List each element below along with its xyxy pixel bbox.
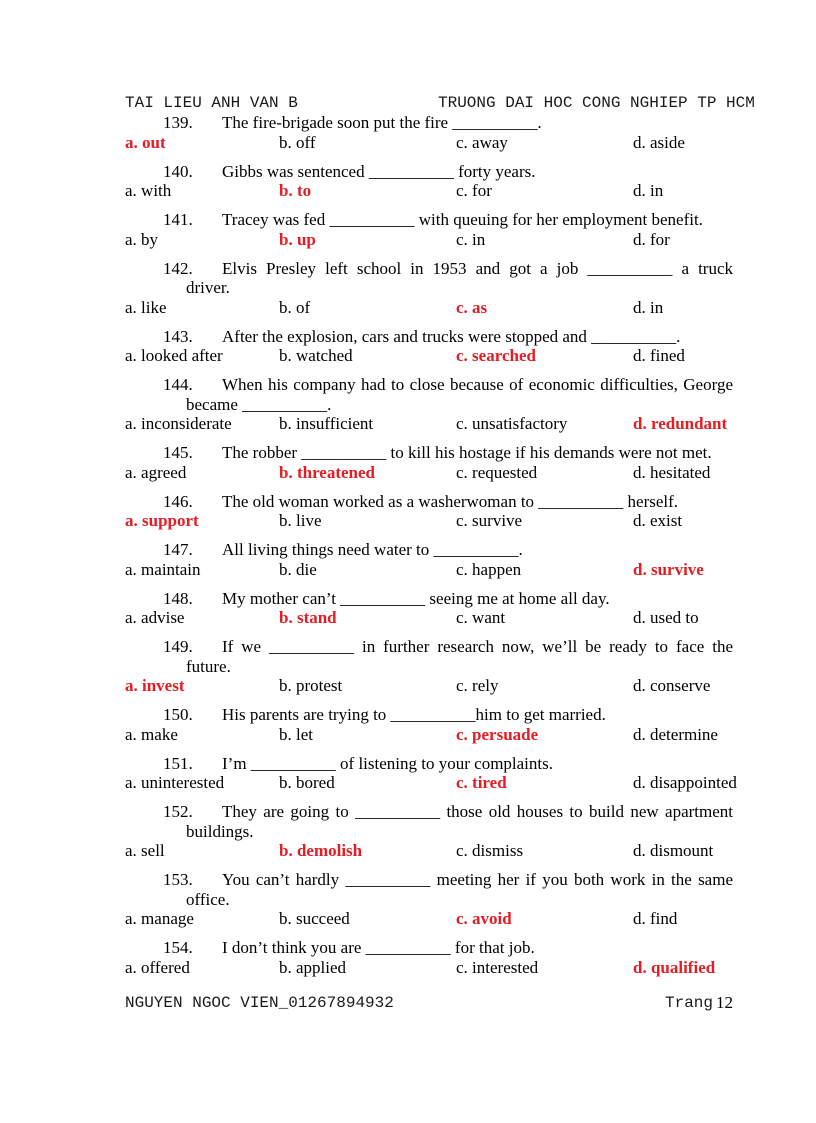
options-row xyxy=(0,511,816,531)
option-d: d. in xyxy=(633,297,664,317)
option-c: c. want xyxy=(456,608,506,628)
question-text: They are going to __________ those old houses to build new apartment xyxy=(222,802,733,822)
option-a: a. uninterested xyxy=(125,773,225,793)
options-row xyxy=(0,463,816,483)
option-c-correct-answer: c. tired xyxy=(456,773,507,793)
question-line xyxy=(0,637,816,657)
option-c-correct-answer: c. avoid xyxy=(456,909,512,929)
question-number: 144. xyxy=(163,375,193,395)
option-d: d. used to xyxy=(633,608,699,628)
page-header xyxy=(0,93,816,113)
option-a-correct-answer: a. invest xyxy=(125,676,185,696)
question-text: If we __________ in further research now, we’ll be ready to face the xyxy=(222,637,733,657)
option-c: c. rely xyxy=(456,676,499,696)
question-list xyxy=(0,113,816,987)
question-number: 152. xyxy=(163,802,193,822)
option-a: a. agreed xyxy=(125,462,187,482)
question-text-continued: future. xyxy=(186,656,231,676)
option-d-correct-answer: d. qualified xyxy=(633,957,716,977)
question-line xyxy=(0,259,816,279)
question-line xyxy=(0,705,816,725)
question-text: The robber __________ to kill his hostage if his demands were not met. xyxy=(222,443,712,463)
question-number: 148. xyxy=(163,588,193,608)
question-number: 140. xyxy=(163,161,193,181)
question-154 xyxy=(0,938,816,977)
option-d: d. exist xyxy=(633,511,683,531)
option-b: b. off xyxy=(279,132,316,152)
option-b: b. die xyxy=(279,559,317,579)
question-line xyxy=(0,540,816,560)
question-145 xyxy=(0,443,816,482)
question-number: 146. xyxy=(163,491,193,511)
question-text-continued: buildings. xyxy=(186,821,254,841)
question-line xyxy=(0,754,816,774)
option-b-correct-answer: b. stand xyxy=(279,608,337,628)
question-number: 139. xyxy=(163,113,193,133)
question-line xyxy=(0,113,816,133)
option-c: c. away xyxy=(456,132,508,152)
question-number: 153. xyxy=(163,870,193,890)
option-c-correct-answer: c. searched xyxy=(456,346,536,366)
question-text: My mother can’t __________ seeing me at home all day. xyxy=(222,588,610,608)
options-row xyxy=(0,181,816,201)
option-c: c. happen xyxy=(456,559,522,579)
options-row xyxy=(0,560,816,580)
option-c: c. dismiss xyxy=(456,841,524,861)
page-label: Trang xyxy=(665,994,714,1012)
question-text: I don’t think you are __________ for that job. xyxy=(222,938,535,958)
option-a: a. maintain xyxy=(125,559,201,579)
option-d: d. fined xyxy=(633,346,685,366)
option-a: a. offered xyxy=(125,957,190,977)
question-line xyxy=(0,210,816,230)
option-c: c. for xyxy=(456,181,492,201)
question-text-continued: driver. xyxy=(186,278,230,298)
option-d: d. determine xyxy=(633,724,718,744)
option-a: a. with xyxy=(125,181,172,201)
question-text: His parents are trying to __________him to get married. xyxy=(222,705,606,725)
question-151 xyxy=(0,754,816,793)
question-text: Tracey was fed __________ with queuing for her employment benefit. xyxy=(222,210,703,230)
option-d-correct-answer: d. redundant xyxy=(633,414,728,434)
option-a: a. by xyxy=(125,229,159,249)
options-row xyxy=(0,346,816,366)
question-142 xyxy=(0,259,816,318)
option-c-correct-answer: c. as xyxy=(456,297,488,317)
question-continuation-line xyxy=(0,822,816,842)
option-a-correct-answer: a. support xyxy=(125,511,199,531)
question-text: You can’t hardly __________ meeting her if you both work in the same xyxy=(222,870,733,890)
option-b: b. watched xyxy=(279,346,353,366)
question-number: 150. xyxy=(163,705,193,725)
option-a: a. looked after xyxy=(125,346,223,366)
option-d-correct-answer: d. survive xyxy=(633,559,704,579)
question-139 xyxy=(0,113,816,152)
option-b: b. insufficient xyxy=(279,414,374,434)
question-number: 149. xyxy=(163,637,193,657)
option-a: a. advise xyxy=(125,608,185,628)
option-a: a. sell xyxy=(125,841,165,861)
question-text: Elvis Presley left school in 1953 and got a job __________ a truck xyxy=(222,258,733,278)
option-a: a. make xyxy=(125,724,178,744)
option-c: c. in xyxy=(456,229,486,249)
question-line xyxy=(0,162,816,182)
question-144 xyxy=(0,375,816,434)
option-d: d. conserve xyxy=(633,676,711,696)
option-c: c. requested xyxy=(456,462,538,482)
question-150 xyxy=(0,705,816,744)
options-row xyxy=(0,608,816,628)
question-text: I’m __________ of listening to your complaints. xyxy=(222,753,553,773)
question-continuation-line xyxy=(0,890,816,910)
question-140 xyxy=(0,162,816,201)
options-row xyxy=(0,909,816,929)
option-d: d. disappointed xyxy=(633,773,737,793)
option-a-correct-answer: a. out xyxy=(125,132,166,152)
options-row xyxy=(0,414,816,434)
option-b: b. live xyxy=(279,511,322,531)
options-row xyxy=(0,773,816,793)
option-c: c. unsatisfactory xyxy=(456,414,568,434)
option-a: a. like xyxy=(125,297,167,317)
option-b-correct-answer: b. up xyxy=(279,229,316,249)
option-c: c. interested xyxy=(456,957,539,977)
option-a: a. manage xyxy=(125,909,194,929)
option-b: b. succeed xyxy=(279,909,350,929)
option-d: d. aside xyxy=(633,132,685,152)
options-row xyxy=(0,676,816,696)
header-right-text: TRUONG DAI HOC CONG NGHIEP TP HCM xyxy=(438,94,755,112)
question-text: All living things need water to __________. xyxy=(222,540,523,560)
option-d: d. hesitated xyxy=(633,462,711,482)
option-d: d. dismount xyxy=(633,841,714,861)
option-b-correct-answer: b. demolish xyxy=(279,841,363,861)
options-row xyxy=(0,841,816,861)
option-d: d. find xyxy=(633,909,678,929)
question-147 xyxy=(0,540,816,579)
question-number: 147. xyxy=(163,540,193,560)
question-line xyxy=(0,492,816,512)
option-b: b. let xyxy=(279,724,313,744)
question-text: The old woman worked as a washerwoman to __________ herself. xyxy=(222,491,679,511)
page-footer xyxy=(0,993,816,1013)
question-text: The fire-brigade soon put the fire __________. xyxy=(222,113,542,133)
footer-author-text: NGUYEN NGOC VIEN_01267894932 xyxy=(125,994,394,1012)
question-148 xyxy=(0,589,816,628)
options-row xyxy=(0,230,816,250)
question-149 xyxy=(0,637,816,696)
option-d: d. for xyxy=(633,229,670,249)
option-c-correct-answer: c. persuade xyxy=(456,724,539,744)
question-141 xyxy=(0,210,816,249)
question-number: 143. xyxy=(163,326,193,346)
question-line xyxy=(0,938,816,958)
question-text: After the explosion, cars and trucks were stopped and __________. xyxy=(222,326,681,346)
options-row xyxy=(0,725,816,745)
question-text: Gibbs was sentenced __________ forty years. xyxy=(222,161,536,181)
question-number: 142. xyxy=(163,258,193,278)
option-b-correct-answer: b. to xyxy=(279,181,312,201)
option-b: b. protest xyxy=(279,676,343,696)
question-line xyxy=(0,375,816,395)
question-line xyxy=(0,802,816,822)
question-number: 141. xyxy=(163,210,193,230)
question-text-continued: office. xyxy=(186,889,230,909)
question-text-continued: became __________. xyxy=(186,394,332,414)
question-143 xyxy=(0,327,816,366)
question-153 xyxy=(0,870,816,929)
options-row xyxy=(0,133,816,153)
question-146 xyxy=(0,492,816,531)
question-line xyxy=(0,327,816,347)
option-b-correct-answer: b. threatened xyxy=(279,462,376,482)
question-continuation-line xyxy=(0,278,816,298)
option-d: d. in xyxy=(633,181,664,201)
question-152 xyxy=(0,802,816,861)
question-number: 151. xyxy=(163,753,193,773)
option-a: a. inconsiderate xyxy=(125,414,232,434)
question-continuation-line xyxy=(0,657,816,677)
header-left-text: TAI LIEU ANH VAN B xyxy=(125,94,298,112)
question-line xyxy=(0,443,816,463)
question-number: 145. xyxy=(163,443,193,463)
option-c: c. survive xyxy=(456,511,523,531)
question-line xyxy=(0,589,816,609)
option-b: b. bored xyxy=(279,773,335,793)
question-number: 154. xyxy=(163,938,193,958)
option-b: b. of xyxy=(279,297,311,317)
option-b: b. applied xyxy=(279,957,347,977)
page-number: 12 xyxy=(716,993,733,1012)
question-text: When his company had to close because of economic difficulties, George xyxy=(222,375,733,395)
question-continuation-line xyxy=(0,395,816,415)
question-line xyxy=(0,870,816,890)
options-row xyxy=(0,958,816,978)
options-row xyxy=(0,298,816,318)
